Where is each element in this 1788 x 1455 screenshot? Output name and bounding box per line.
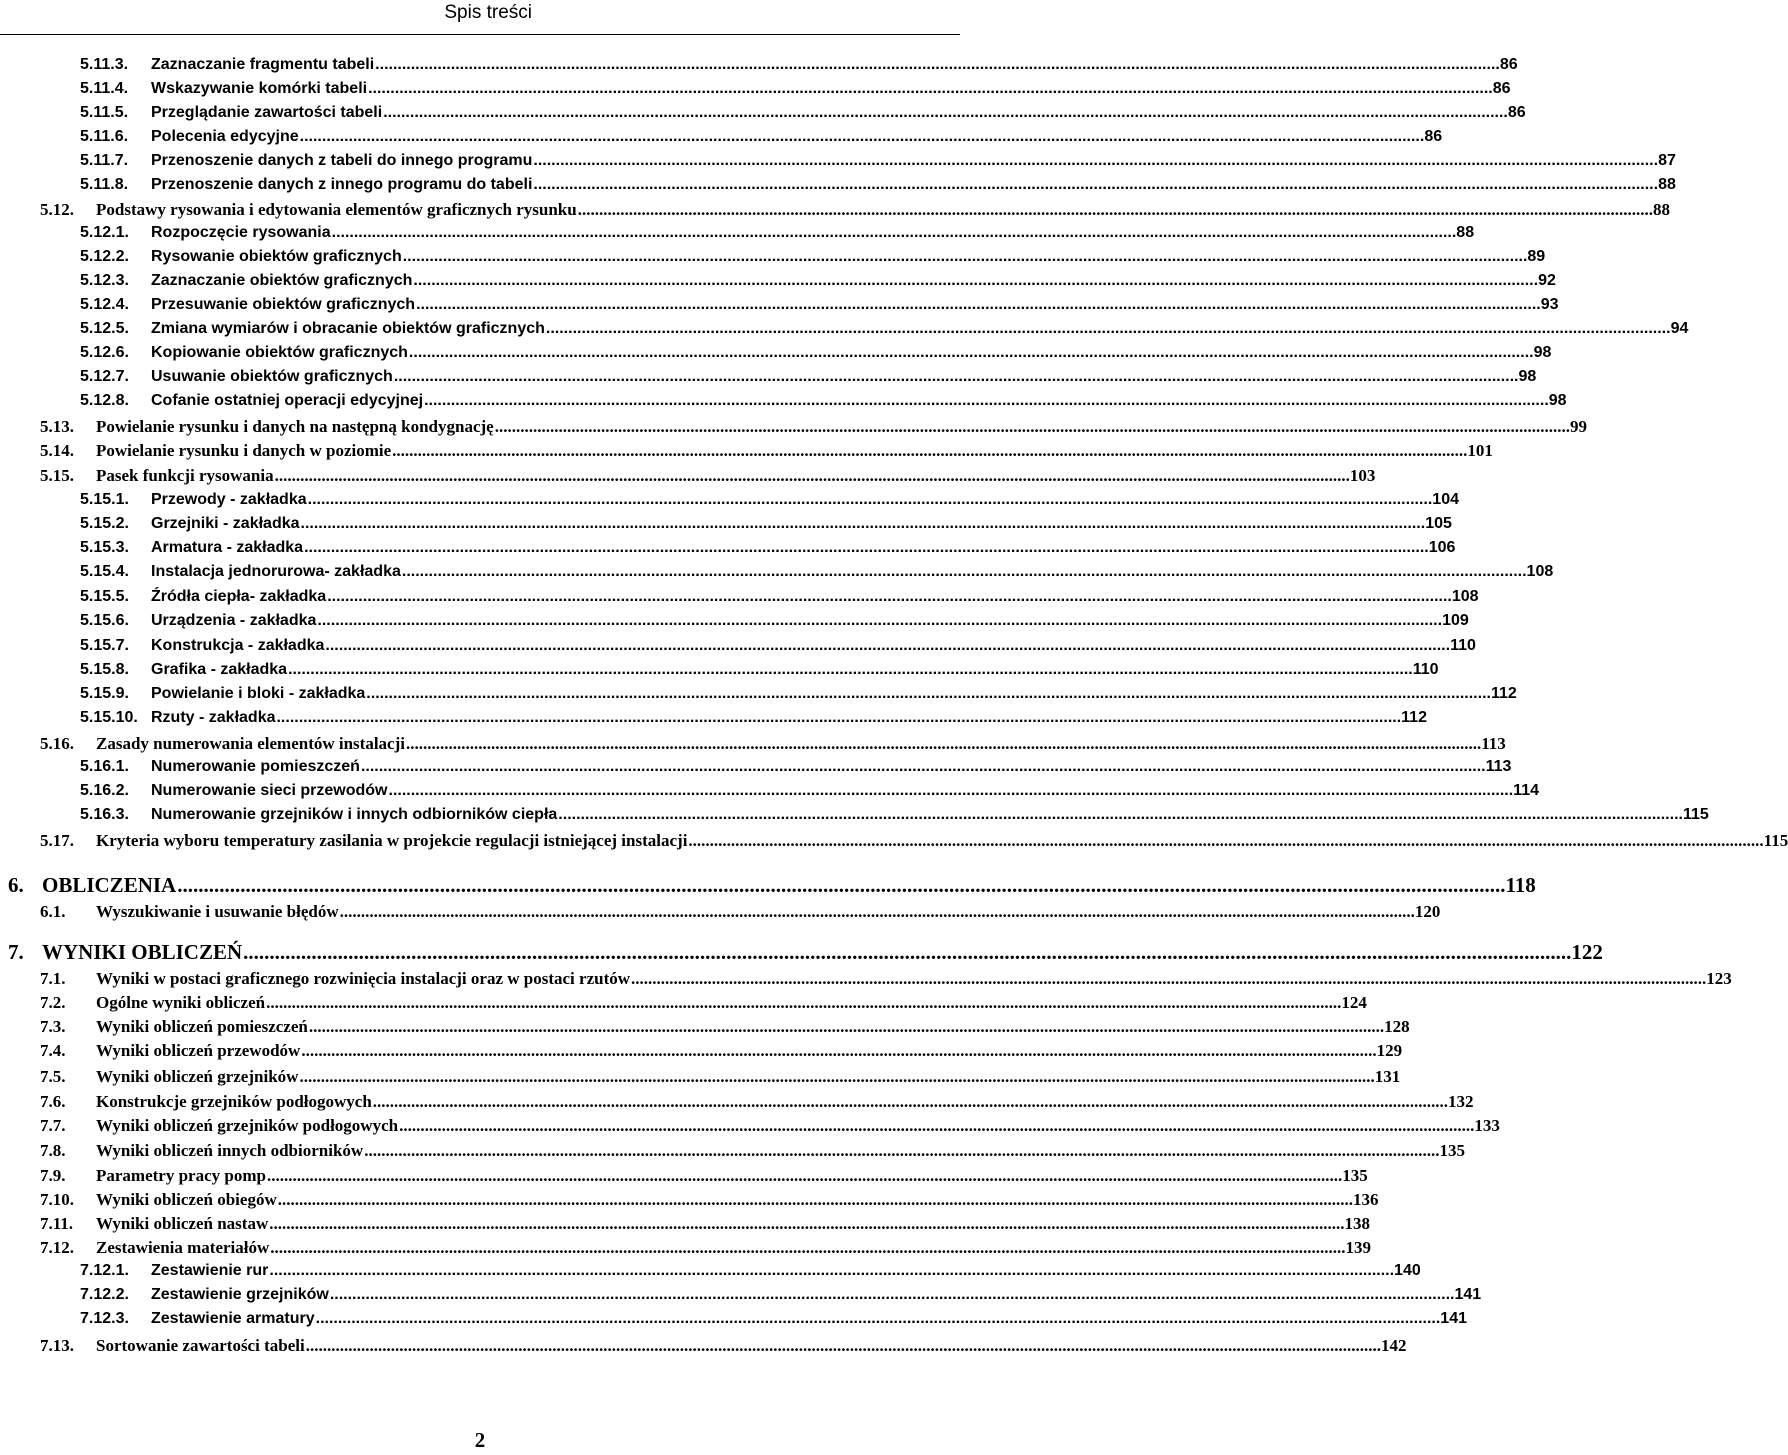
toc-entry-number: 5.13.: [40, 417, 74, 436]
toc-entry-page: 92: [1538, 272, 1556, 289]
toc-entry[interactable]: [80, 152, 1676, 170]
toc-entry-number: 5.12.6.: [80, 344, 129, 361]
dot-leader: [308, 1017, 1384, 1037]
toc-entry-page: 112: [1401, 709, 1427, 726]
dot-leader: [545, 320, 1671, 338]
dot-leader: [423, 392, 1549, 410]
dot-leader: [268, 1214, 1344, 1234]
toc-entry-page: 141: [1454, 1286, 1482, 1303]
toc-entry-title: Ogólne wyniki obliczeń: [96, 993, 266, 1012]
toc-entry-title: Armatura - zakładka: [151, 539, 304, 556]
dot-leader: [300, 515, 1426, 533]
toc-entry-title: Zaznaczanie obiektów graficznych: [151, 272, 413, 289]
toc-entry-title: Powielanie rysunku i danych na następną kondygnację: [96, 417, 494, 436]
toc-entry[interactable]: [40, 1141, 1465, 1161]
header-rule: [0, 34, 960, 35]
dot-leader: [408, 344, 1534, 362]
toc-entry[interactable]: [80, 782, 1539, 800]
toc-entry-page: 120: [1414, 902, 1441, 921]
toc-entry-title: Źródła ciepła- zakładka: [151, 588, 327, 605]
toc-entry[interactable]: [80, 224, 1475, 242]
toc-entry[interactable]: [80, 296, 1559, 314]
toc-entry-title: Podstawy rysowania i edytowania elementów graficznych rysunku: [96, 200, 577, 219]
toc-entry-title: Grzejniki - zakładka: [151, 515, 300, 532]
toc-entry[interactable]: [80, 1262, 1421, 1280]
toc-entry-title: Zaznaczanie fragmentu tabeli: [151, 56, 375, 73]
toc-entry-number: 5.12.7.: [80, 368, 129, 385]
toc-entry-title: Przewody - zakładka: [151, 491, 307, 508]
dot-leader: [326, 588, 1452, 606]
dot-leader: [298, 1067, 1374, 1087]
toc-entry[interactable]: [40, 969, 1732, 989]
toc-entry-page: 87: [1658, 152, 1676, 169]
toc-entry[interactable]: [80, 758, 1512, 776]
page-header: [0, 0, 960, 34]
toc-entry-page: 108: [1526, 563, 1554, 580]
toc-entry[interactable]: [40, 417, 1587, 437]
dot-leader: [316, 612, 1442, 630]
toc-entry[interactable]: [80, 392, 1567, 410]
toc-entry-page: 105: [1425, 515, 1452, 532]
toc-entry[interactable]: [80, 661, 1439, 679]
toc-entry[interactable]: [80, 491, 1459, 509]
toc-entry-title: Rozpoczęcie rysowania: [151, 224, 331, 241]
toc-entry[interactable]: [40, 1116, 1500, 1136]
toc-entry-page: 89: [1527, 248, 1546, 265]
toc-entry-title: Numerowanie sieci przewodów: [151, 782, 388, 799]
toc-entry[interactable]: [80, 563, 1554, 581]
toc-entry-number: 7.3.: [40, 1017, 66, 1036]
toc-entry-number: 5.11.7.: [80, 152, 129, 169]
toc-entry-page: 98: [1548, 392, 1567, 409]
toc-entry-page: 131: [1374, 1067, 1401, 1086]
toc-entry[interactable]: [80, 637, 1476, 655]
toc-entry-title: Wyniki obliczeń innych odbiorników: [96, 1141, 364, 1160]
toc-entry[interactable]: [40, 734, 1506, 754]
toc-entry-title: Polecenia edycyjne: [151, 128, 299, 145]
toc-entry-number: 7.12.1.: [80, 1262, 129, 1279]
toc-entry-number: 5.15.10.: [80, 709, 138, 726]
toc-entry[interactable]: [80, 80, 1511, 98]
toc-entry-title: Przesuwanie obiektów graficznych: [151, 296, 416, 313]
toc-entry[interactable]: [40, 1017, 1410, 1037]
toc-entry-page: 115: [1682, 806, 1709, 823]
dot-leader: [401, 563, 1527, 581]
toc-entry-title: Usuwanie obiektów graficznych: [151, 368, 393, 385]
toc-entry-number: 5.15.4.: [80, 563, 129, 580]
toc-entry-number: 7.4.: [40, 1041, 66, 1060]
toc-entry[interactable]: [80, 56, 1518, 74]
toc-entry-title: Zmiana wymiarów i obracanie obiektów graficznych: [151, 320, 545, 337]
toc-entry-number: 7.8.: [40, 1141, 66, 1160]
dot-leader: [307, 491, 1433, 509]
toc-entry[interactable]: [80, 709, 1427, 727]
toc-entry-page: 110: [1412, 661, 1439, 678]
dot-leader: [303, 539, 1429, 557]
dot-leader: [630, 969, 1706, 989]
toc-entry-number: 5.16.1.: [80, 758, 129, 775]
toc-entry[interactable]: [80, 368, 1537, 386]
toc-entry-title: Grafika - zakładka: [151, 661, 288, 678]
toc-entry-title: Sortowanie zawartości tabeli: [96, 1336, 305, 1355]
toc-entry-number: 5.12.3.: [80, 272, 129, 289]
dot-leader: [412, 272, 1538, 290]
toc-entry[interactable]: [80, 515, 1452, 533]
toc-entry-title: Wyniki obliczeń grzejników podłogowych: [96, 1116, 399, 1135]
toc-entry-page: 129: [1376, 1041, 1403, 1060]
toc-entry-number: 7.2.: [40, 993, 66, 1012]
toc-entry-page: 86: [1499, 56, 1518, 73]
toc-entry[interactable]: [40, 1238, 1372, 1258]
toc-entry-title: Kopiowanie obiektów graficznych: [151, 344, 408, 361]
toc-entry-title: Wyszukiwanie i usuwanie błędów: [96, 902, 339, 921]
toc-entry-number: 5.16.3.: [80, 806, 129, 823]
toc-entry-number: 5.11.3.: [80, 56, 129, 73]
toc-entry[interactable]: [80, 1310, 1467, 1328]
dot-leader: [277, 1190, 1353, 1210]
toc-entry[interactable]: [40, 200, 1670, 220]
toc-entry[interactable]: [80, 320, 1689, 338]
toc-entry-title: Kryteria wyboru temperatury zasilania w projekcie regulacji istniejącej instalacji: [96, 831, 688, 850]
toc-entry-page: 115: [1763, 831, 1788, 850]
toc-entry-page: 124: [1341, 993, 1367, 1012]
toc-entry[interactable]: [80, 104, 1526, 122]
toc-entry-title: Wskazywanie komórki tabeli: [151, 80, 368, 97]
toc-entry-title: Zestawienia materiałów: [96, 1238, 270, 1257]
toc-entry[interactable]: [80, 128, 1443, 146]
toc-entry[interactable]: [80, 1286, 1482, 1304]
toc-entry-title: Numerowanie pomieszczeń: [151, 758, 360, 775]
toc-entry-page: 106: [1428, 539, 1456, 556]
page-number: 2: [474, 1428, 486, 1452]
toc-entry[interactable]: [40, 831, 1788, 851]
dot-leader: [331, 224, 1457, 242]
toc-entry-number: 5.15.5.: [80, 588, 129, 605]
toc-entry-page: 98: [1533, 344, 1552, 361]
toc-entry-page: 142: [1380, 1336, 1407, 1355]
dot-leader: [532, 176, 1658, 194]
dot-leader: [557, 806, 1683, 824]
toc-entry[interactable]: [80, 806, 1709, 824]
toc-entry-title: Powielanie rysunku i danych w poziomie: [96, 441, 392, 460]
toc-entry-page: 108: [1451, 588, 1479, 605]
toc-entry-title: Zestawienie armatury: [151, 1310, 315, 1327]
toc-entry-page: 132: [1448, 1092, 1474, 1111]
toc-entry-number: 7.11.: [40, 1214, 74, 1233]
dot-leader: [329, 1286, 1455, 1304]
toc-entry[interactable]: [40, 1092, 1474, 1112]
toc-entry-title: Wyniki obliczeń obiegów: [96, 1190, 277, 1209]
dot-leader: [300, 1041, 1376, 1061]
toc-entry-title: Wyniki obliczeń nastaw: [96, 1214, 269, 1233]
toc-entry-number: 5.16.: [40, 734, 74, 753]
toc-entry-page: 86: [1424, 128, 1443, 145]
toc-entry-page: 110: [1450, 637, 1476, 654]
toc-entry-number: 5.11.4.: [80, 80, 129, 97]
dot-leader: [393, 368, 1519, 386]
toc-entry[interactable]: [40, 466, 1376, 486]
toc-entry-page: 135: [1342, 1166, 1368, 1185]
toc-entry-number: 5.15.: [40, 466, 74, 485]
dot-leader: [365, 685, 1491, 703]
toc-entry-number: 5.12.: [40, 200, 74, 219]
dot-leader: [360, 758, 1486, 776]
toc-entry-number: 7.13.: [40, 1336, 74, 1355]
toc-entry-title: Wyniki w postaci graficznego rozwinięcia instalacji oraz w postaci rzutów: [96, 969, 631, 988]
dot-leader: [367, 80, 1493, 98]
toc-entry-page: 93: [1540, 296, 1559, 313]
dot-leader: [242, 940, 1571, 965]
toc-entry[interactable]: [8, 873, 1536, 898]
dot-leader: [391, 441, 1467, 461]
toc-entry[interactable]: [40, 1041, 1403, 1061]
dot-leader: [269, 1238, 1345, 1258]
toc-entry-page: 118: [1505, 873, 1536, 897]
dot-leader: [372, 1092, 1448, 1112]
dot-leader: [388, 782, 1514, 800]
dot-leader: [363, 1141, 1439, 1161]
toc-entry[interactable]: [80, 176, 1676, 194]
toc-entry[interactable]: [80, 685, 1517, 703]
toc-entry-number: 5.15.8.: [80, 661, 129, 678]
toc-entry[interactable]: [8, 940, 1603, 965]
toc-entry-page: 86: [1507, 104, 1526, 121]
toc-entry-number: 5.12.1.: [80, 224, 129, 241]
toc-entry-title: Konstrukcja - zakładka: [151, 637, 325, 654]
toc-entry-title: Zestawienie grzejników: [151, 1286, 329, 1303]
dot-leader: [275, 709, 1401, 727]
toc-entry-number: 7.1.: [40, 969, 66, 988]
dot-leader: [299, 128, 1425, 146]
toc-entry[interactable]: [40, 1166, 1368, 1186]
dot-leader: [415, 296, 1541, 314]
toc-entry-number: 7.: [8, 940, 24, 964]
toc-entry[interactable]: [40, 1190, 1379, 1210]
toc-entry-page: 139: [1345, 1238, 1372, 1257]
dot-leader: [374, 56, 1500, 74]
dot-leader: [305, 1336, 1381, 1356]
toc-entry-number: 7.9.: [40, 1166, 66, 1185]
toc-entry-number: 5.15.1.: [80, 491, 129, 508]
dot-leader: [398, 1116, 1474, 1136]
dot-leader: [494, 417, 1570, 437]
dot-leader: [268, 1262, 1394, 1280]
dot-leader: [687, 831, 1763, 851]
toc-entry-title: OBLICZENIA: [42, 873, 177, 897]
toc-entry-title: Konstrukcje grzejników podłogowych: [96, 1092, 372, 1111]
toc-entry-page: 140: [1394, 1262, 1421, 1279]
toc-entry-number: 5.15.2.: [80, 515, 129, 532]
toc-entry[interactable]: [40, 1214, 1370, 1234]
toc-entry-page: 138: [1344, 1214, 1370, 1233]
toc-entry-page: 135: [1439, 1141, 1465, 1160]
toc-entry-number: 5.12.2.: [80, 248, 129, 265]
toc-entry-page: 88: [1652, 200, 1670, 219]
toc-entry-title: Rysowanie obiektów graficznych: [151, 248, 402, 265]
toc-entry-page: 123: [1706, 969, 1732, 988]
toc-entry-title: Zasady numerowania elementów instalacji: [96, 734, 405, 753]
toc-entry-number: 5.12.8.: [80, 392, 129, 409]
toc-entry-title: Parametry pracy pomp: [96, 1166, 266, 1185]
dot-leader: [339, 902, 1415, 922]
toc-entry-number: 7.12.: [40, 1238, 74, 1257]
toc-entry-number: 5.11.8.: [80, 176, 129, 193]
toc-entry-page: 88: [1658, 176, 1676, 193]
dot-leader: [532, 152, 1658, 170]
toc-entry[interactable]: [80, 539, 1456, 557]
toc-entry-title: Rzuty - zakładka: [151, 709, 276, 726]
toc-entry-number: 5.11.5.: [80, 104, 129, 121]
toc-entry[interactable]: [40, 993, 1367, 1013]
toc-entry-page: 128: [1384, 1017, 1410, 1036]
toc-entry[interactable]: [80, 272, 1556, 290]
toc-entry-title: Przenoszenie danych z innego programu do tabeli: [151, 176, 533, 193]
dot-leader: [315, 1310, 1441, 1328]
toc-entry-number: 5.11.6.: [80, 128, 129, 145]
toc-entry-number: 5.12.4.: [80, 296, 129, 313]
toc-entry-page: 94: [1670, 320, 1689, 337]
toc-entry-number: 5.15.9.: [80, 685, 129, 702]
dot-leader: [287, 661, 1413, 679]
toc-entry-number: 7.6.: [40, 1092, 66, 1111]
toc-entry[interactable]: [80, 588, 1479, 606]
toc-entry-number: 5.14.: [40, 441, 74, 460]
dot-leader: [405, 734, 1481, 754]
toc-entry[interactable]: [80, 612, 1469, 630]
toc-entry-page: 109: [1442, 612, 1469, 629]
toc-entry-page: 122: [1571, 940, 1603, 964]
toc-entry-page: 99: [1569, 417, 1587, 436]
toc-entry[interactable]: [40, 1336, 1407, 1356]
toc-entry-number: 5.17.: [40, 831, 74, 850]
toc-entry-page: 98: [1518, 368, 1537, 385]
toc-entry-page: 86: [1492, 80, 1511, 97]
toc-entry-title: Urządzenia - zakładka: [151, 612, 317, 629]
toc-entry-title: Wyniki obliczeń przewodów: [96, 1041, 301, 1060]
toc-entry-number: 7.5.: [40, 1067, 66, 1086]
dot-leader: [324, 637, 1450, 655]
toc-entry-number: 7.12.3.: [80, 1310, 129, 1327]
toc-entry-title: WYNIKI OBLICZEŃ: [42, 940, 243, 964]
toc-entry-number: 6.1.: [40, 902, 66, 921]
toc-entry-title: Instalacja jednorurowa- zakładka: [151, 563, 401, 580]
toc-entry-page: 88: [1456, 224, 1475, 241]
dot-leader: [176, 873, 1505, 898]
toc-entry-number: 6.: [8, 873, 24, 897]
toc-entry[interactable]: [40, 902, 1441, 922]
dot-leader: [274, 466, 1350, 486]
toc-entry-page: 136: [1352, 1190, 1379, 1209]
dot-leader: [402, 248, 1528, 266]
header-title: Spis treści: [444, 2, 532, 23]
toc-entry[interactable]: [40, 1067, 1401, 1087]
toc-entry-number: 5.15.3.: [80, 539, 129, 556]
toc-entry-number: 7.10.: [40, 1190, 74, 1209]
toc-entry-number: 7.12.2.: [80, 1286, 129, 1303]
toc-entry[interactable]: [80, 248, 1546, 266]
toc-entry[interactable]: [40, 441, 1493, 461]
toc-entry-title: Numerowanie grzejników i innych odbiorników ciepła: [151, 806, 558, 823]
toc-entry-page: 101: [1467, 441, 1493, 460]
toc-entry-title: Cofanie ostatniej operacji edycyjnej: [151, 392, 424, 409]
dot-leader: [382, 104, 1508, 122]
toc-entry-number: 5.16.2.: [80, 782, 129, 799]
toc-entry-page: 133: [1474, 1116, 1500, 1135]
toc-entry-title: Wyniki obliczeń pomieszczeń: [96, 1017, 308, 1036]
toc-entry-page: 141: [1440, 1310, 1467, 1327]
toc-entry-title: Powielanie i bloki - zakładka: [151, 685, 366, 702]
toc-entry-number: 5.12.5.: [80, 320, 129, 337]
toc-entry-page: 104: [1432, 491, 1459, 508]
dot-leader: [265, 993, 1341, 1013]
toc-entry-title: Przeglądanie zawartości tabeli: [151, 104, 383, 121]
toc-entry[interactable]: [80, 344, 1552, 362]
toc-entry-title: Wyniki obliczeń grzejników: [96, 1067, 299, 1086]
toc-entry-title: Przenoszenie danych z tabeli do innego programu: [151, 152, 533, 169]
toc-entry-page: 113: [1485, 758, 1512, 775]
toc-entry-number: 5.15.7.: [80, 637, 129, 654]
toc-entry-number: 7.7.: [40, 1116, 66, 1135]
toc-entry-page: 114: [1513, 782, 1539, 799]
toc-entry-page: 113: [1481, 734, 1506, 753]
toc-entry-page: 103: [1349, 466, 1376, 485]
dot-leader: [266, 1166, 1342, 1186]
toc-entry-number: 5.15.6.: [80, 612, 129, 629]
toc-entry-page: 112: [1490, 685, 1517, 702]
dot-leader: [577, 200, 1653, 220]
toc-entry-title: Pasek funkcji rysowania: [96, 466, 274, 485]
toc-entry-title: Zestawienie rur: [151, 1262, 269, 1279]
